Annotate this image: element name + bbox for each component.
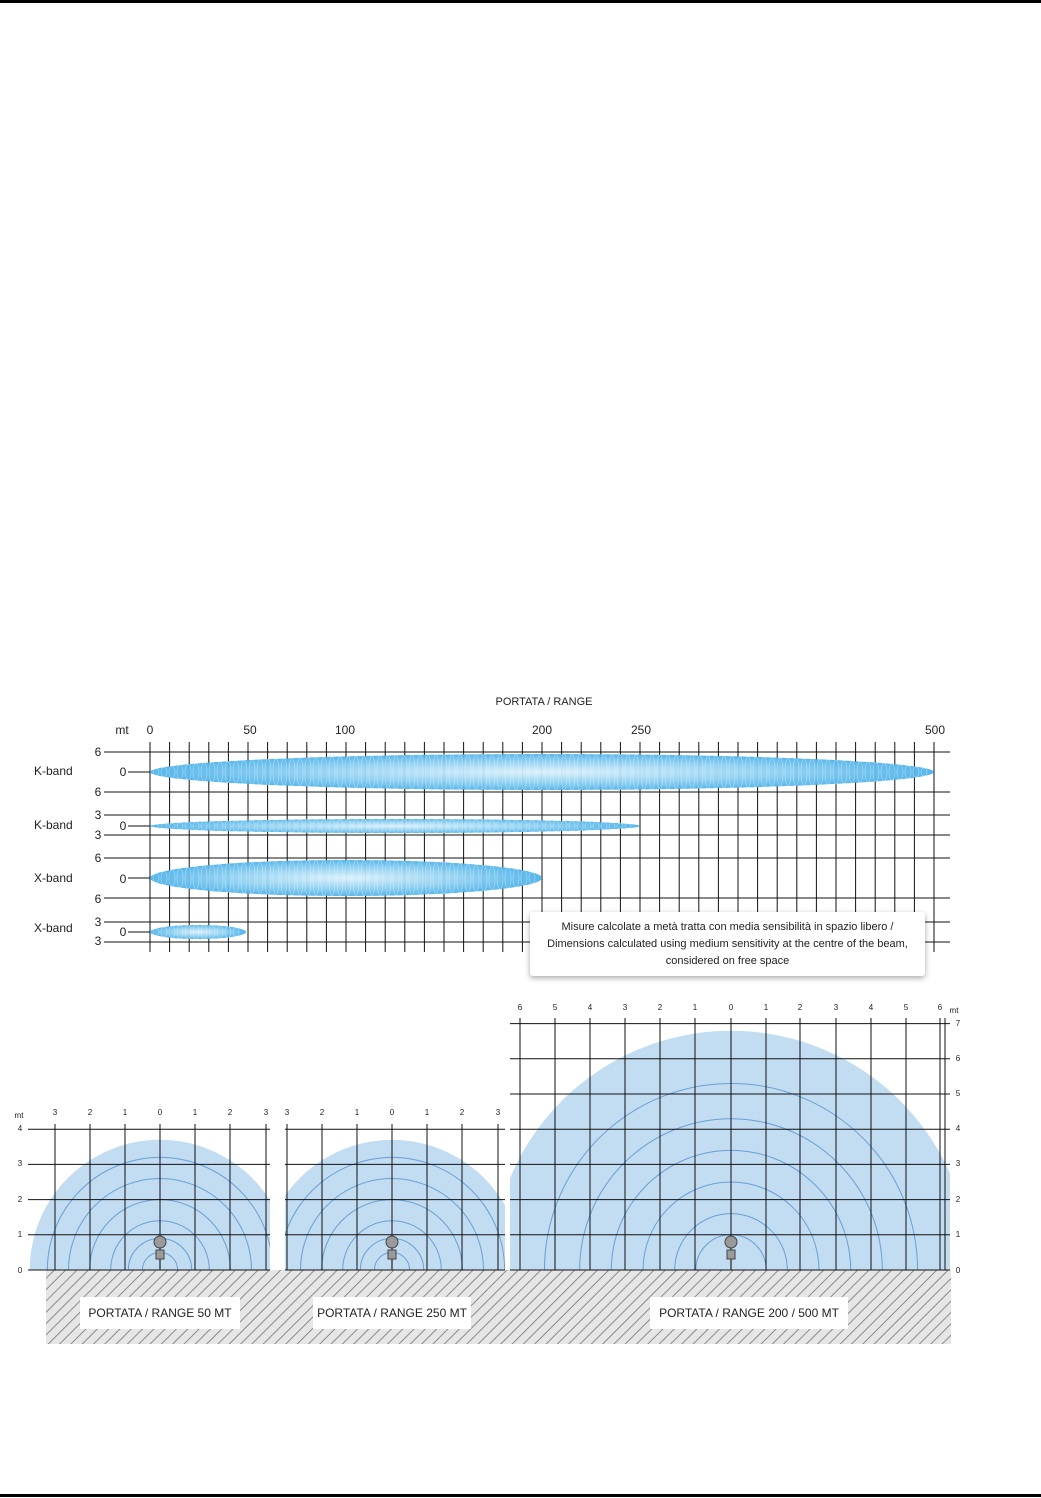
measurement-note: [530, 912, 925, 976]
section1-x-tick: 2: [87, 1108, 93, 1117]
section3-y-tick: 1: [955, 1230, 961, 1239]
x-tick-200: 200: [531, 723, 553, 737]
unit-label: mt: [115, 723, 129, 737]
section3-x-tick: 2: [797, 1003, 803, 1012]
x-tick-100: 100: [334, 723, 356, 737]
beam-center-label: 0: [119, 765, 127, 779]
beam-width-upper: 3: [94, 915, 102, 929]
unit-label: mt: [14, 1111, 24, 1120]
beam-width-upper: 6: [94, 851, 102, 865]
section3-x-tick: 3: [622, 1003, 628, 1012]
x-tick-250: 250: [630, 723, 652, 737]
section3-x-tick: 1: [763, 1003, 769, 1012]
section3-x-tick: 5: [903, 1003, 909, 1012]
section3-y-tick: 3: [955, 1159, 961, 1168]
note-line: Misure calcolate a metà tratta con media sensibilità in spazio libero /: [561, 920, 894, 933]
section1-x-tick: 0: [157, 1108, 163, 1117]
section1-x-tick: 1: [122, 1108, 128, 1117]
section2-x-tick: 1: [354, 1108, 360, 1117]
note-line: considered on free space: [665, 954, 790, 967]
note-line: Dimensions calculated using medium sensitivity at the centre of the beam,: [547, 937, 908, 950]
section1-x-tick: 3: [263, 1108, 269, 1117]
section3-x-tick: 1: [692, 1003, 698, 1012]
section3-x-tick: 6: [937, 1003, 943, 1012]
section3-y-tick: 6: [955, 1054, 961, 1063]
beam-1: [150, 754, 934, 790]
unit-label: mt: [949, 1006, 959, 1015]
sensor-body: [156, 1250, 164, 1259]
beam-width-lower: 3: [94, 934, 102, 948]
section1-y-tick: 0: [17, 1266, 23, 1275]
beam-width-lower: 6: [94, 785, 102, 799]
beam-label-k-band-500: K-band: [34, 764, 73, 778]
beam-center-label: 0: [119, 819, 127, 833]
range-label-200-500mt: PORTATA / RANGE 200 / 500 MT: [650, 1297, 848, 1329]
section2-x-tick: 2: [459, 1108, 465, 1117]
beam-3: [150, 860, 542, 896]
section1-y-tick: 1: [17, 1230, 23, 1239]
sensor-body: [727, 1250, 735, 1259]
beam-width-upper: 6: [94, 745, 102, 759]
beam-width-upper: 3: [94, 808, 102, 822]
range-title: PORTATA / RANGE: [495, 696, 593, 708]
section2-x-tick: 2: [319, 1108, 325, 1117]
beam-width-lower: 6: [94, 892, 102, 906]
section2-x-tick: 0: [389, 1108, 395, 1117]
beam-label-k-band-250: K-band: [34, 818, 73, 832]
section3-y-tick: 0: [955, 1266, 961, 1275]
sensor-head: [154, 1236, 166, 1248]
section3-x-tick: 2: [657, 1003, 663, 1012]
section2-x-tick: 3: [284, 1108, 290, 1117]
beam-lobe: [150, 819, 640, 833]
section3-x-tick: 4: [868, 1003, 874, 1012]
sensor-head: [386, 1236, 398, 1248]
beam-4: [150, 925, 246, 939]
section2-x-tick: 1: [424, 1108, 430, 1117]
beam-width-lower: 3: [94, 828, 102, 842]
sensor-body: [388, 1250, 396, 1259]
section3-x-tick: 0: [728, 1003, 734, 1012]
section3-x-tick: 4: [587, 1003, 593, 1012]
beam-label-x-band-50: X-band: [34, 921, 73, 935]
section1-x-tick: 1: [192, 1108, 198, 1117]
section1-x-tick: 3: [52, 1108, 58, 1117]
section3-y-tick: 7: [955, 1019, 961, 1028]
section3-x-tick: 3: [833, 1003, 839, 1012]
section3-y-tick: 2: [955, 1195, 961, 1204]
range-label-250mt: PORTATA / RANGE 250 MT: [313, 1297, 471, 1329]
range-label-50mt: PORTATA / RANGE 50 MT: [80, 1297, 240, 1329]
section3-x-tick: 5: [552, 1003, 558, 1012]
section3-y-tick: 4: [955, 1124, 961, 1133]
section2-x-tick: 3: [495, 1108, 501, 1117]
beam-center-label: 0: [119, 925, 127, 939]
section1-x-tick: 2: [227, 1108, 233, 1117]
section3-x-tick: 6: [517, 1003, 523, 1012]
section1-y-tick: 3: [17, 1159, 23, 1168]
coverage-fields: [30, 1031, 971, 1270]
x-tick-500: 500: [924, 723, 946, 737]
section1-y-tick: 2: [17, 1195, 23, 1204]
section3-y-tick: 5: [955, 1089, 961, 1098]
beam-2: [150, 819, 640, 833]
beam-center-label: 0: [119, 872, 127, 886]
sensor-head: [725, 1236, 737, 1248]
beam-label-x-band-200: X-band: [34, 871, 73, 885]
x-tick-0: 0: [146, 723, 154, 737]
section1-y-tick: 4: [17, 1124, 23, 1133]
x-tick-50: 50: [243, 723, 257, 737]
